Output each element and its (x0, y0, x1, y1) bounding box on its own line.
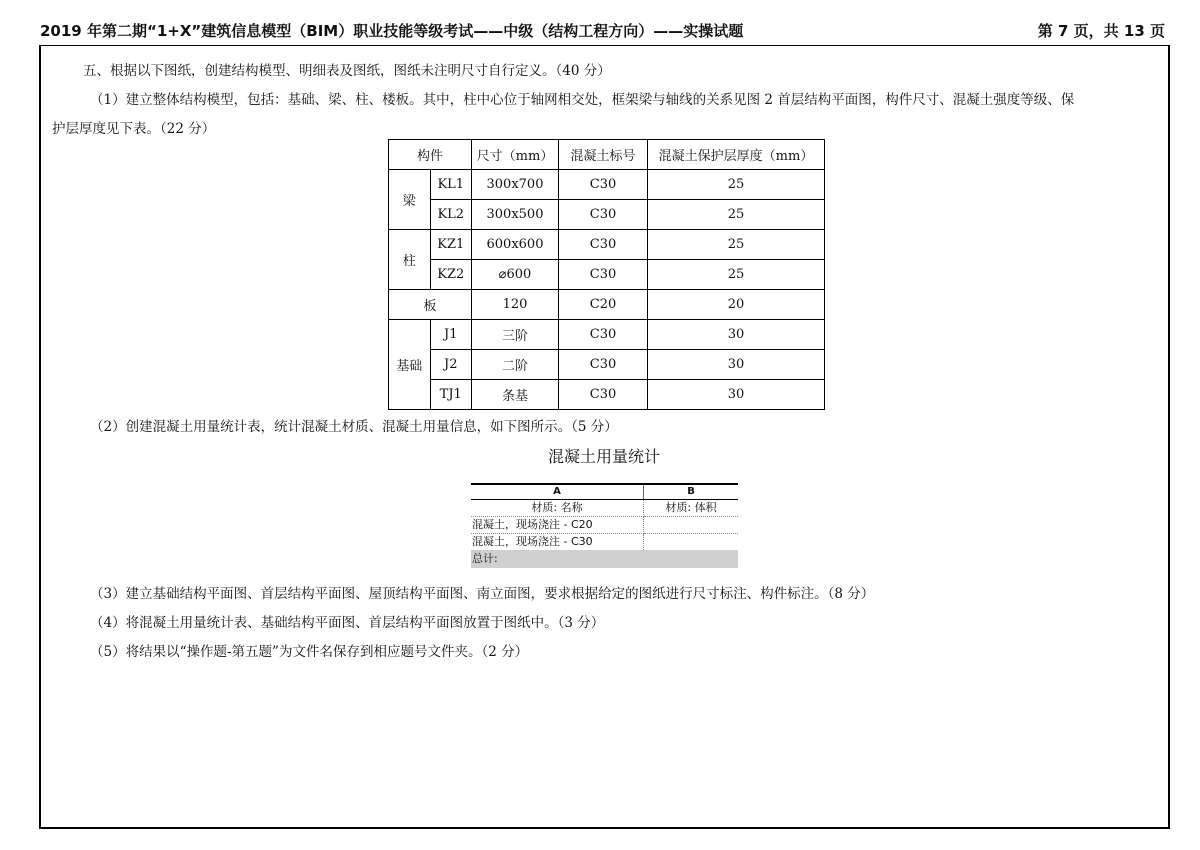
cover-cell: 30 (648, 350, 825, 380)
col-letter-a: A (471, 484, 644, 500)
cover-cell: 20 (648, 290, 825, 320)
size-cell: 600x600 (472, 230, 559, 260)
schedule-letter-row (471, 484, 738, 500)
cover-cell: 25 (648, 170, 825, 200)
col-letter-b: B (644, 484, 739, 500)
table-row (389, 290, 825, 320)
grade-cell: C30 (559, 200, 648, 230)
part3-text: （3）建立基础结构平面图、首层结构平面图、屋顶结构平面图、南立面图，要求根据给定的图纸进行尺寸标注、构件标注。（8 分） (90, 586, 875, 602)
grade-cell: C30 (559, 350, 648, 380)
volume-cell (644, 534, 739, 551)
code-cell: J2 (430, 350, 472, 380)
code-cell: KZ1 (430, 230, 472, 260)
spec-header-cell: 构件 (389, 140, 472, 170)
spec-header-row (389, 140, 825, 170)
code-cell: TJ1 (430, 380, 472, 410)
volume-cell (644, 517, 739, 534)
group-cell: 柱 (389, 230, 431, 290)
code-cell: KL2 (430, 200, 472, 230)
grade-cell: C30 (559, 320, 648, 350)
table-row (389, 260, 825, 290)
schedule-header-row (471, 500, 738, 517)
table-row (471, 534, 738, 551)
code-cell: KZ2 (430, 260, 472, 290)
code-cell: KL1 (430, 170, 472, 200)
part4-text: （4）将混凝土用量统计表、基础结构平面图、首层结构平面图放置于图纸中。（3 分） (90, 615, 605, 631)
grade-cell: C30 (559, 380, 648, 410)
grade-cell: C30 (559, 230, 648, 260)
cover-cell: 25 (648, 260, 825, 290)
table-row (389, 170, 825, 200)
part1-text: （1）建立整体结构模型，包括：基础、梁、柱、楼板。其中，柱中心位于轴网相交处，框架梁与轴线的关系见图 2 首层结构平面图，构件尺寸、混凝土强度等级、保 (90, 92, 1075, 108)
spec-table (388, 139, 825, 410)
material-cell: 混凝土，现场浇注 - C20 (471, 517, 644, 534)
size-cell: 二阶 (472, 350, 559, 380)
part2-text: （2）创建混凝土用量统计表，统计混凝土材质、混凝土用量信息，如下图所示。（5 分） (90, 419, 618, 435)
grade-cell: C30 (559, 170, 648, 200)
size-cell: 300x500 (472, 200, 559, 230)
question-intro: 五、根据以下图纸，创建结构模型、明细表及图纸，图纸未注明尺寸自行定义。（40 分） (83, 63, 611, 79)
table-row (389, 230, 825, 260)
code-cell: J1 (430, 320, 472, 350)
spec-header-cell: 尺寸（mm） (472, 140, 559, 170)
grade-cell: C20 (559, 290, 648, 320)
cover-cell: 30 (648, 380, 825, 410)
part5-text: （5）将结果以“操作题-第五题”为文件名保存到相应题号文件夹。（2 分） (90, 644, 529, 660)
col-header-a: 材质: 名称 (471, 500, 644, 517)
total-cell: 总计: (471, 550, 738, 568)
page-header (40, 20, 1165, 42)
size-cell: 300x700 (472, 170, 559, 200)
size-cell: 120 (472, 290, 559, 320)
spec-header-cell: 混凝土标号 (559, 140, 648, 170)
concrete-schedule (471, 483, 738, 568)
cover-cell: 25 (648, 200, 825, 230)
part1-text-cont: 护层厚度见下表。（22 分） (52, 121, 216, 137)
schedule-total-row (471, 550, 738, 568)
table-row (389, 380, 825, 410)
cover-cell: 30 (648, 320, 825, 350)
size-cell: 三阶 (472, 320, 559, 350)
table-row (389, 200, 825, 230)
group-cell: 板 (389, 290, 472, 320)
spec-header-cell: 混凝土保护层厚度（mm） (648, 140, 825, 170)
cover-cell: 25 (648, 230, 825, 260)
group-cell: 基础 (389, 320, 431, 410)
header-title: 2019 年第二期“1+X”建筑信息模型（BIM）职业技能等级考试——中级（结构工程方向）——实操试题 (40, 22, 744, 40)
material-cell: 混凝土，现场浇注 - C30 (471, 534, 644, 551)
size-cell: 条基 (472, 380, 559, 410)
table-row (389, 350, 825, 380)
grade-cell: C30 (559, 260, 648, 290)
size-cell: ⌀600 (472, 260, 559, 290)
page-number: 第 7 页，共 13 页 (1037, 22, 1165, 40)
group-cell: 梁 (389, 170, 431, 230)
schedule-title: 混凝土用量统计 (548, 447, 661, 466)
table-row (471, 517, 738, 534)
col-header-b: 材质: 体积 (644, 500, 739, 517)
table-row (389, 320, 825, 350)
